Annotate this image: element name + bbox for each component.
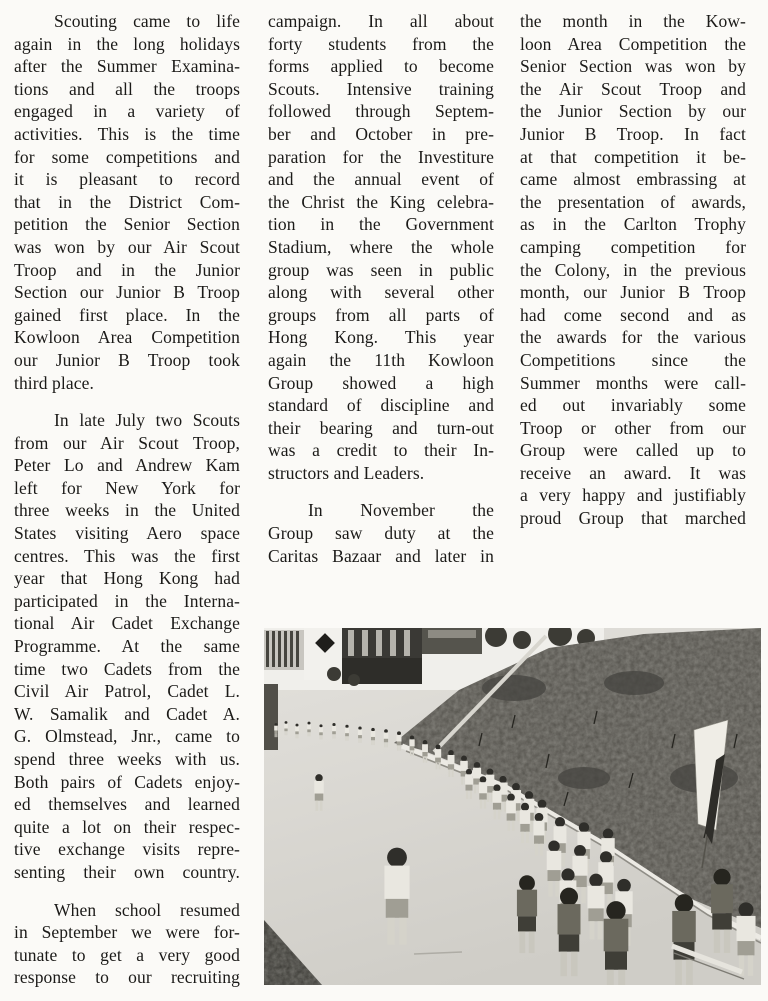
text-line: forms applied to become <box>268 56 494 77</box>
text-line: group was seen in public <box>268 259 494 280</box>
paragraph <box>268 499 494 567</box>
paragraph <box>520 10 746 530</box>
text-line: gained first place. In the <box>14 304 240 325</box>
text-line: and the annual event of <box>268 169 494 190</box>
text-line: again the 11th Kowloon <box>268 349 494 370</box>
text-line: proud Group that marched <box>520 508 746 529</box>
text-line: Both pairs of Cadets enjoy- <box>14 771 240 792</box>
text-line: again in the long holidays <box>14 33 240 54</box>
photo-scout-parade <box>264 628 761 985</box>
text-line: Group were called up to <box>520 440 746 461</box>
text-line: tunate to get a very good <box>14 944 240 965</box>
text-line: tional Air Cadet Exchange <box>14 613 240 634</box>
text-line: their bearing and turn-out <box>268 417 494 438</box>
text-line: standard of discipline and <box>268 395 494 416</box>
text-line: States visiting Aero space <box>14 523 240 544</box>
text-line: Peter Lo and Andrew Kam <box>14 455 240 476</box>
text-line: Caritas Bazaar and later in <box>268 545 494 566</box>
text-line: from our Air Scout Troop, <box>14 432 240 453</box>
text-line: loon Area Competition the <box>520 33 746 54</box>
text-line: response to our recruiting <box>14 967 240 988</box>
text-column-middle <box>268 10 494 567</box>
text-column-right <box>520 10 746 530</box>
text-line: the Christ the King celebra- <box>268 191 494 212</box>
text-line: Summer months were call- <box>520 372 746 393</box>
text-line: was won by our Air Scout <box>14 236 240 257</box>
text-line: ber and October in pre- <box>268 123 494 144</box>
text-line: ed out invariably some <box>520 395 746 416</box>
text-line: ed themselves and learned <box>14 794 240 815</box>
text-line: Kowloon Area Competition <box>14 327 240 348</box>
text-line: three weeks in the United <box>14 500 240 521</box>
text-line: it is pleasant to record <box>14 169 240 190</box>
text-line: camping competition for <box>520 236 746 257</box>
text-line: G. Olmstead, Jnr., came to <box>14 726 240 747</box>
text-line: tions and all the troops <box>14 78 240 99</box>
text-line: Troop and in the Junior <box>14 259 240 280</box>
text-line: after the Summer Examina- <box>14 56 240 77</box>
text-line: Programme. At the same <box>14 636 240 657</box>
text-line: engaged in a variety of <box>14 101 240 122</box>
text-line: came almost embrassing at <box>520 169 746 190</box>
text-line: senting their own country. <box>14 861 240 882</box>
text-line: Troop or other from our <box>520 417 746 438</box>
text-line: the Junior Section by our <box>520 101 746 122</box>
text-line: the Air Scout Troop and <box>520 78 746 99</box>
text-line: Section our Junior B Troop <box>14 282 240 303</box>
text-line: the Colony, in the previous <box>520 259 746 280</box>
text-line: the month in the Kow- <box>520 11 746 31</box>
text-line: that in the District Com- <box>14 191 240 212</box>
text-line: activities. This is the time <box>14 123 240 144</box>
text-line: When school resumed <box>54 899 240 920</box>
text-line: Scouts. Intensive training <box>268 78 494 99</box>
text-line: tive exchange visits repre- <box>14 839 240 860</box>
text-line: participated in the Interna- <box>14 590 240 611</box>
text-line: month, our Junior B Troop <box>520 282 746 303</box>
left-foliage <box>264 684 278 750</box>
text-line: Stadium, where the whole <box>268 236 494 257</box>
paragraph <box>268 10 494 484</box>
text-line: receive an award. It was <box>520 462 746 483</box>
text-line: Junior B Troop. In fact <box>520 123 746 144</box>
text-line: at that competition it be- <box>520 146 746 167</box>
text-line: third place. <box>14 372 94 393</box>
text-line: our Junior B Troop took <box>14 349 240 370</box>
text-line: time two Cadets from the <box>14 658 240 679</box>
text-line: campaign. In all about <box>268 11 494 31</box>
text-line: along with several other <box>268 282 494 303</box>
paragraph <box>14 899 240 989</box>
text-line: a very happy and justifiably <box>520 485 746 506</box>
text-column-left <box>14 10 240 989</box>
paragraph <box>14 409 240 883</box>
text-line: had come second and as <box>520 304 746 325</box>
text-line: the awards for the various <box>520 327 746 348</box>
text-line: In late July two Scouts <box>54 410 240 431</box>
text-line: Senior Section was won by <box>520 56 746 77</box>
text-line: Competitions since the <box>520 349 746 370</box>
text-line: quite a lot on their respec- <box>14 816 240 837</box>
text-line: Civil Air Patrol, Cadet L. <box>14 681 240 702</box>
text-line: forty students from the <box>268 33 494 54</box>
text-line: structors and Leaders. <box>268 462 425 483</box>
text-line: left for New York for <box>14 477 240 498</box>
text-line: Scouting came to life <box>54 11 240 31</box>
text-line: centres. This was the first <box>14 545 240 566</box>
text-line: followed through Septem- <box>268 101 494 122</box>
text-line: as in the Carlton Trophy <box>520 214 746 235</box>
text-line: In November the <box>308 500 494 521</box>
text-line: tion in the Government <box>268 214 494 235</box>
text-line: W. Samalik and Cadet A. <box>14 703 240 724</box>
text-line: spend three weeks with us. <box>14 749 240 769</box>
text-line: groups from all parts of <box>268 304 494 325</box>
text-line: Group saw duty at the <box>268 523 494 544</box>
text-line: the presentation of awards, <box>520 191 746 212</box>
text-line: year that Hong Kong had <box>14 568 240 589</box>
photo-illustration <box>264 628 761 985</box>
paragraph <box>14 10 240 394</box>
text-line: Group showed a high <box>268 372 494 393</box>
text-line: petition the Senior Section <box>14 214 240 235</box>
text-line: for some competitions and <box>14 146 240 167</box>
text-line: Hong Kong. This year <box>268 327 494 348</box>
text-line: in September we were for- <box>14 922 240 943</box>
text-line: paration for the Investiture <box>268 146 494 167</box>
text-line: was a credit to their In- <box>268 440 494 461</box>
